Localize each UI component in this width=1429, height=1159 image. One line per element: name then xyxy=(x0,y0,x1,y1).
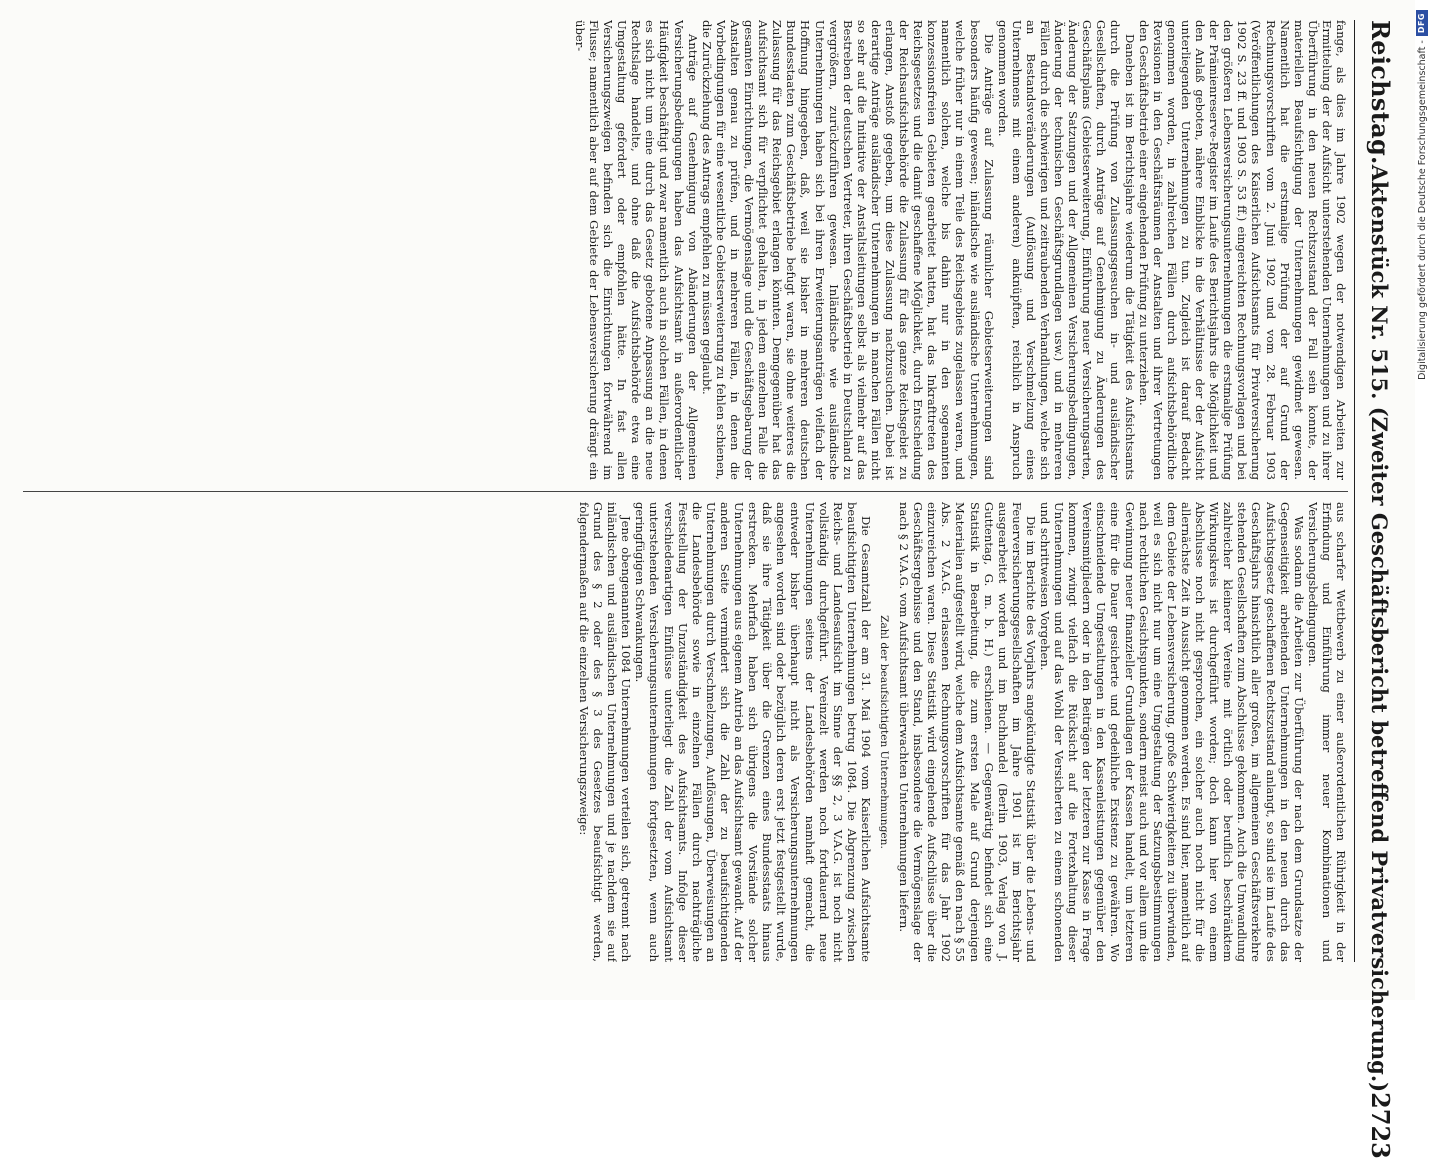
page-header xyxy=(1354,20,1395,1159)
right-paragraph: Jene obengenannten 1084 Unternehmungen verteilen sich, getrennt nach inländischen und ausländischen Unternehmungen und je nachdem sie auf Grund des § 2 oder des § 3 des Gesetzes beaufsichtigt werden, folgendermaßen auf die einzelnen Versicherungszweige: xyxy=(577,502,634,962)
left-paragraph: Die Anträge auf Zulassung räumlicher Gebietserweiterungen sind besonders häufig gewesen; inländische wie ausländische Unternehmungen, welche früher nur in einem Teile des Reichsgebiets zugelassen waren, und namentlich solchen, welche bis dahin nur in den sogenannten konzessionsfreien Gebieten gearbeitet hatten, hat das Inkrafttreten des Reichsgesetzes und die damit geschaffene Möglichkeit, durch Entscheidung der Reichsaufsichtsbehörde die Zulassung für das ganze Reichsgebiet zu erlangen, Anstoß gegeben, um diese Zulassung nachzusuchen. Dabei ist derartige Anträge ausländischer Unternehmungen in manchen Fällen nicht so sehr auf die Initiative der Anstaltsleitungen selbst als vielmehr auf das Bestreben der deutschen Vertreter, ihren Geschäftsbetrieb in Deutschland zu vergrößern, zurückzuführen gewesen. Inländische wie ausländische Unternehmungen haben sich bei ihren Erweiterungsanträgen vielfach der Hoffnung hingegeben, daß, weil sie bisher in mehreren deutschen Bundesstaaten zum Geschäftsbetriebe befugt waren, sie ohne weiteres die Zulassung für das Reichsgebiet erlangen könnten. Demgegenüber hat das Aufsichtsamt sich für verpflichtet gehalten, in jedem einzelnen Falle die gesamten Einrichtungen, die Vermögenslage und die Geschäftsgebarung der Anstalten genau zu prüfen, und in mehreren Fällen, in denen die Vorbedingungen für eine wesentliche Gebietserweiterung zu fehlen schienen, die Zurückziehung des Antrags empfehlen zu müssen geglaubt. xyxy=(699,20,996,480)
header-left: Reichstag. xyxy=(1366,20,1395,165)
digitization-note xyxy=(1415,0,1429,1000)
left-paragraph: Anträge auf Genehmigung von Abänderungen der Allgemeinen Versicherungsbedingungen haben das Aufsichtsamt in außerordentlicher Häufigkeit beschäftigt und zwar namentlich auch in solchen Fällen, in denen es sich nicht um eine durch das Gesetz gebotene Anpassung an die neue Rechtslage handelte, und ohne daß die Aufsichtsbehörde etwa eine Umgestaltung gefordert oder empfohlen hätte. In fast allen Versicherungszweigen befinden sich die Einrichtungen fortwährend im Flusse; namentlich aber auf dem Gebiete der Lebensversicherung drängt ein über- xyxy=(572,20,700,480)
text-columns xyxy=(23,20,1348,962)
right-column xyxy=(23,502,1348,962)
header-title: Aktenstück Nr. 515. (Zweiter Geschäftsbericht betreffend Privatversicherung.) xyxy=(1367,164,1392,1093)
right-paragraph: Die im Berichte des Vorjahrs angekündigte Statistik über die Lebens- und Feuerversicherungsgesellschaften im Jahre 1901 ist im Berichtsjahr ausgearbeitet worden und im Buchhandel (Berlin 1903, Verlag von J. Guttentag, G. m. b. H.) erschienen. — Gegenwärtig befindet sich eine Statistik in Bearbeitung, die zum ersten Male auf Grund derjenigen Materialien aufgestellt wird, welche dem Aufsichtsamte gemäß den nach § 55 Abs. 2 V.A.G. erlassenen Rechnungsvorschriften für das Jahr 1902 einzureichen waren. Diese Statistik wird eingehende Aufschlüsse über die Geschäftsergebnisse und den Stand, insbesondere die Vermögenslage der nach § 2 V.A.G. vom Aufsichtsamt überwachten Unternehmungen liefern. xyxy=(897,502,1038,962)
column-divider xyxy=(23,491,1348,492)
digitization-note-text: Digitalisierung gefördert durch die Deutsche Forschungsgemeinschaft - xyxy=(1416,40,1428,380)
left-paragraph: fange, als dies im Jahre 1902 wegen der notwendigen Arbeiten zur Ermittelung der der Aufsicht unterstehenden Unternehmungen und zu ihrer Überführung in den neuen Rechtszustand der Fall sein konnte, der materiellen Beaufsichtigung der Unternehmungen gewidmet gewesen. Namentlich hat die erstmalige Prüfung der auf Grund der Rechnungsvorschriften vom 2. Juni 1902 und vom 28. Februar 1903 (Veröffentlichungen des Kaiserlichen Aufsichtsamts für Privatversicherung 1902 S. 23 ff. und 1903 S. 53 ff.) eingereichten Rechnungsvorlagen und bei den größeren Lebensversicherungsunternehmungen die erstmalige Prüfung der Prämienreserve-Register im Laufe des Berichtsjahrs die Möglichkeit und den Anlaß geboten, nähere Einblicke in die Verhältnisse der der Aufsicht unterliegenden Unternehmungen zu tun. Zugleich ist darauf Bedacht genommen worden, in zahlreichen Fällen durch aufsichtsbehördliche Revisionen in den Geschäftsräumen der Anstalten und ihrer Vertretungen den Geschäftsbetrieb einer eingehenden Prüfung zu unterziehen. xyxy=(1136,20,1348,480)
section-subheading: Zahl der beaufsichtigten Unternehmungen. xyxy=(878,615,890,849)
right-paragraph: Was sodann die Arbeiten zur Überführung der nach dem Grundsatze der Gegenseitigkeit arbeitenden Unternehmungen in den neuen durch das Aufsichtsgesetz geschaffenen Rechtszustand anlangt, so sind sie im Laufe des Geschäftsjahrs hinsichtlich aller großen, im allgemeinen Geschäftsverkehre stehenden Gesellschaften zum Abschlusse gekommen. Auch die Umwandlung zahlreicher kleinerer Vereine mit örtlich oder beruflich beschränktem Wirkungskreis ist durchgeführt worden; doch kann hier von einem Abschlusse noch nicht gesprochen, ein solcher auch noch nicht für die allernächste Zeit in Aussicht genommen werden. Es sind hier, namentlich auf dem Gebiete der Lebensversicherung, große Schwierigkeiten zu überwinden, weil es sich nicht nur um eine Umgestaltung der Satzungsbestimmungen nach rechtlichen Gesichtspunkten, sondern meist auch und vor allem um die Gewinnung neuer finanzieller Grundlagen der Kassen handelt, um letzteren eine für die Dauer gesicherte und gedeihliche Existenz zu gewähren. Wo einschneidende Umgestaltungen in den Kassenleistungen gegenüber den Vereinsmitgliedern oder in den Beiträgen der letzteren zur Kasse in Frage kommen, zwingt vielfach die Rücksicht auf die Fortexhaltung dieser Unternehmungen und auf das Wohl der Versicherten zu einem schonenden und schrittweisen Vorgehen. xyxy=(1038,502,1306,962)
left-column xyxy=(23,20,1348,480)
page-number: 2723 xyxy=(1366,1092,1395,1159)
left-paragraph: Daneben ist im Berichtsjahre wiederum die Tätigkeit des Aufsichtsamts durch die Prüfung von Zulassungsgesuchen in- und ausländischer Gesellschaften, durch Anträge auf Genehmigung zu Änderungen des Geschäftsplans (Gebietserweiterung, Einführung neuer Versicherungsarten, Änderung der Satzungen und der Allgemeinen Versicherungsbedingungen, Änderung der technischen Geschäftsgrundlagen usw.) und in mehreren Fällen durch die schwierigen und zeitraubenden Verhandlungen, welche sich an Bestandsveränderungen (Auflösung und Verschmelzung eines Unternehmens mit einem anderen) anknüpften, reichlich in Anspruch genommen worden. xyxy=(995,20,1137,480)
right-paragraph: Die Gesamtzahl der am 31. Mai 1904 vom Kaiserlichen Aufsichtsamte beaufsichtigten Unternehmungen betrug 1084. Die Abgrenzung zwischen Reichs- und Landesaufsicht im Sinne der §§ 2, 3 V.A.G. ist noch nicht vollständig durchgeführt. Vereinzelt werden noch fortdauernd neue Unternehmungen seitens der Landesbehörden namhaft gemacht, die entweder bisher überhaupt nicht als Versicherungsunternehmungen angesehen worden sind oder bezüglich deren erst jetzt festgestellt wurde, daß sie ihre Tätigkeit über die Grenzen eines Bundesstaats hinaus erstrecken. Mehrfach haben sich übrigens die Vorstände solcher Unternehmungen aus eigenem Antrieb an das Aufsichtsamt gewandt. Auf der anderen Seite vermindert sich die Zahl der zu beaufsichtigenden Unternehmungen durch Verschmelzungen, Auflösungen, Überweisungen an die Landesbehörde sowie in einzelnen Fällen durch nachträgliche Feststellung der Unzuständigkeit des Aufsichtsamts. Infolge dieser verschiedenartigen Einflüsse unterliegt die Zahl der vom Aufsichtsamt unterstehenden Versicherungsunternehmungen fortgesetzten, wenn auch geringfügigen Schwankungen. xyxy=(633,502,873,962)
dfg-logo: DFG xyxy=(1416,10,1428,36)
right-paragraph: aus scharfer Wettbewerb zu einer außerordentlichen Rührigkeit in der Erfindung und Einführung immer neuer Kombinationen und Versicherungsbedingungen. xyxy=(1305,502,1348,962)
